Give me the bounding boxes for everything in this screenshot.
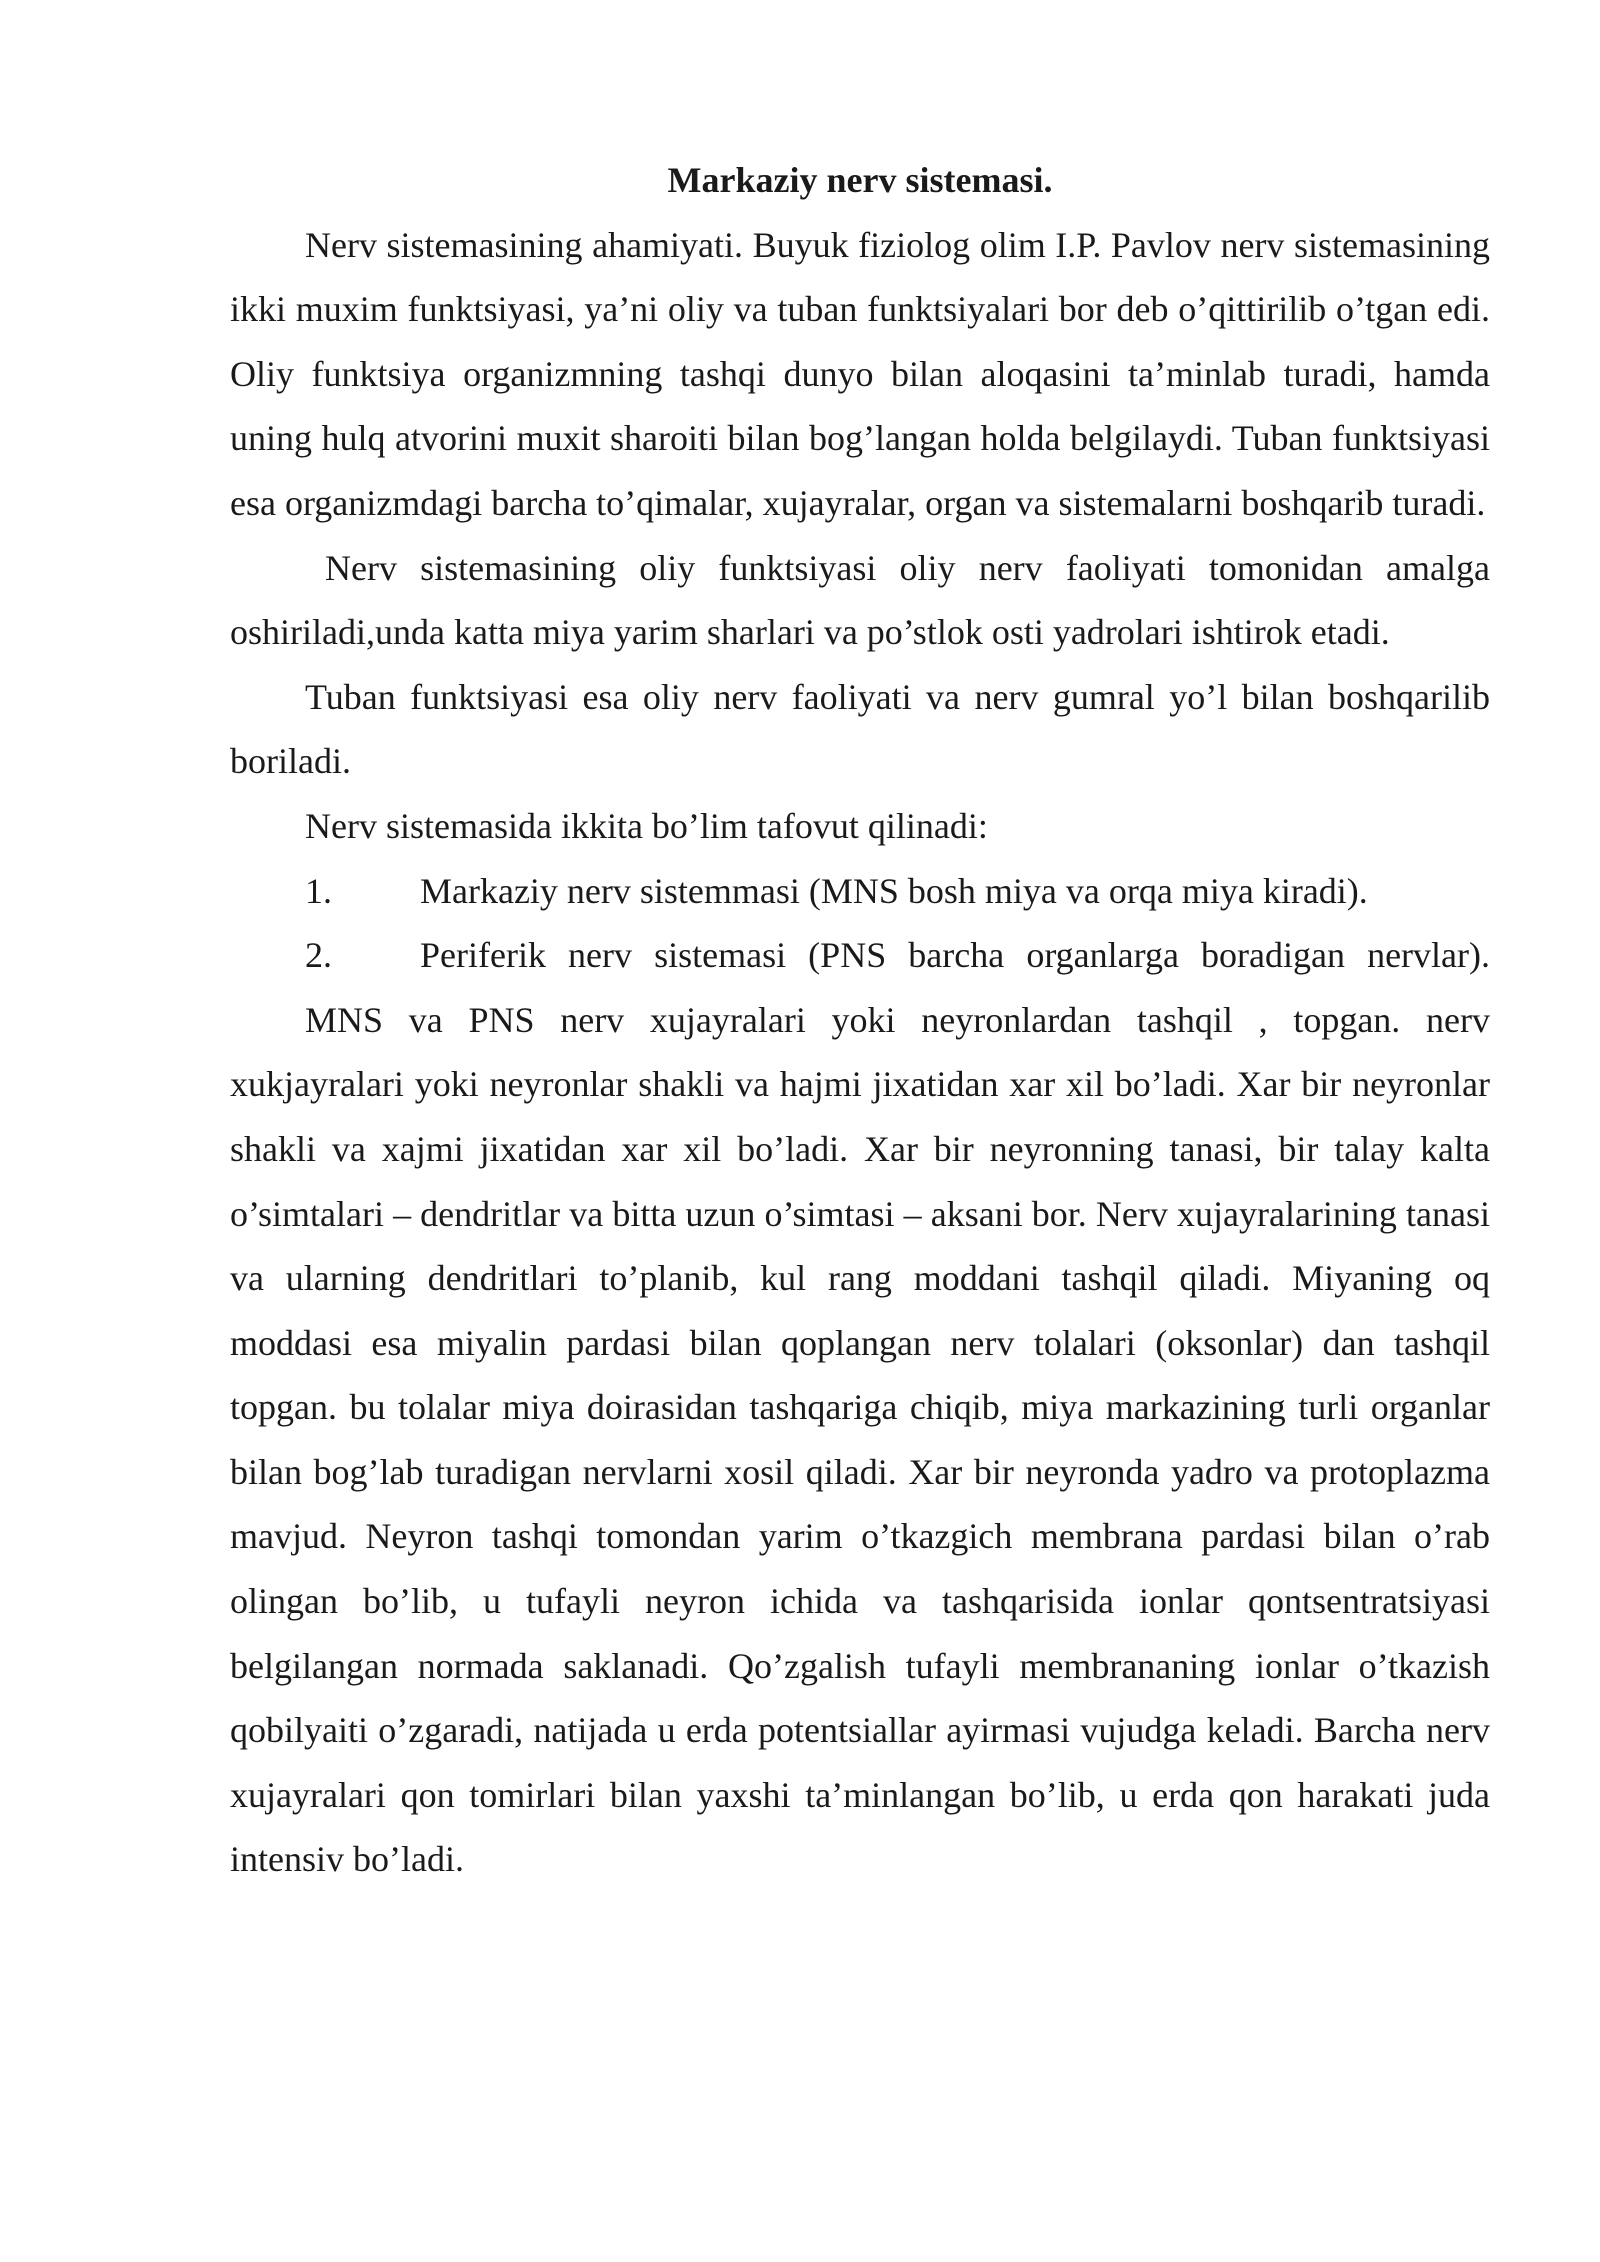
paragraph-importance: Nerv sistemasining ahamiyati. Buyuk fiziolog olim I.P. Pavlov nerv sistemasining ikki muxim funktsiyasi, ya’ni oliy va tuban funktsiyalari bor deb o’qittirilib o’tgan edi. Oliy funktsiya organizmning tashqi dunyo bilan aloqasini ta’minlab turadi, hamda uning hulq atvorini muxit sharoiti bilan bog’langan holda belgilaydi. Tuban funktsiyasi esa organizmdagi barcha to’qimalar, xujayralar, organ va sistemalarni boshqarib turadi. bbox=[230, 224, 1490, 523]
list-item bbox=[230, 859, 1490, 924]
list-item-text: Markaziy nerv sistemmasi (MNS bosh miya va orqa miya kiradi). bbox=[420, 870, 1368, 911]
paragraph-neurons: MNS va PNS nerv xujayralari yoki neyronlardan tashqil , topgan. nerv xukjayralari yoki neyronlar shakli va hajmi jixatidan xar xil bo’ladi. Xar bir neyronlar shakli va xajmi jixatidan xar xil bo’ladi. Xar bir neyronning tanasi, bir talay kalta o’simtalari – dendritlar va bitta uzun o’simtasi – aksani bor. Nerv xujayralarining tanasi va ularning dendritlari to’planib, kul rang moddani tashqil qiladi. Miyaning oq moddasi esa miyalin pardasi bilan qoplangan nerv tolalari (oksonlar) dan tashqil topgan. bu tolalar miya doirasidan tashqariga chiqib, miya markazining turli organlar bilan bog’lab turadigan nervlarni xosil qiladi. Xar bir neyronda yadro va protoplazma mavjud. Neyron tashqi tomondan yarim o’tkazgich membrana pardasi bilan o’rab olingan bo’lib, u tufayli neyron ichida va tashqarisida ionlar qontsentratsiyasi belgilangan normada saklanadi. Qo’zgalish tufayli membrananing ionlar o’tkazish qobilyaiti o’zgaradi, natijada u erda potentsiallar ayirmasi vujudga keladi. Barcha nerv xujayralari qon tomirlari bilan yaxshi ta’minlangan bo’lib, u erda qon harakati juda intensiv bo’ladi. bbox=[230, 999, 1490, 1880]
list-item-text: Periferik nerv sistemasi (PNS barcha organlarga boradigan nervlar). bbox=[420, 935, 1490, 976]
divisions-list bbox=[230, 859, 1490, 988]
paragraph-lower-function: Tuban funktsiyasi esa oliy nerv faoliyati va nerv gumral yo’l bilan boshqarilib boriladi. bbox=[230, 676, 1490, 782]
document-title: Markaziy nerv sistemasi. bbox=[667, 160, 1053, 200]
list-item bbox=[230, 923, 1490, 988]
list-item-number: 1. bbox=[305, 870, 332, 911]
list-item-number: 2. bbox=[305, 935, 332, 976]
paragraph-higher-function: Nerv sistemasining oliy funktsiyasi oliy nerv faoliyati tomonidan amalga oshiriladi,unda katta miya yarim sharlari va po’stlok osti yadrolari ishtirok etadi. bbox=[230, 547, 1490, 653]
document-page bbox=[230, 148, 1490, 1892]
paragraph-divisions-intro: Nerv sistemasida ikkita bo’lim tafovut qilinadi: bbox=[305, 805, 988, 846]
